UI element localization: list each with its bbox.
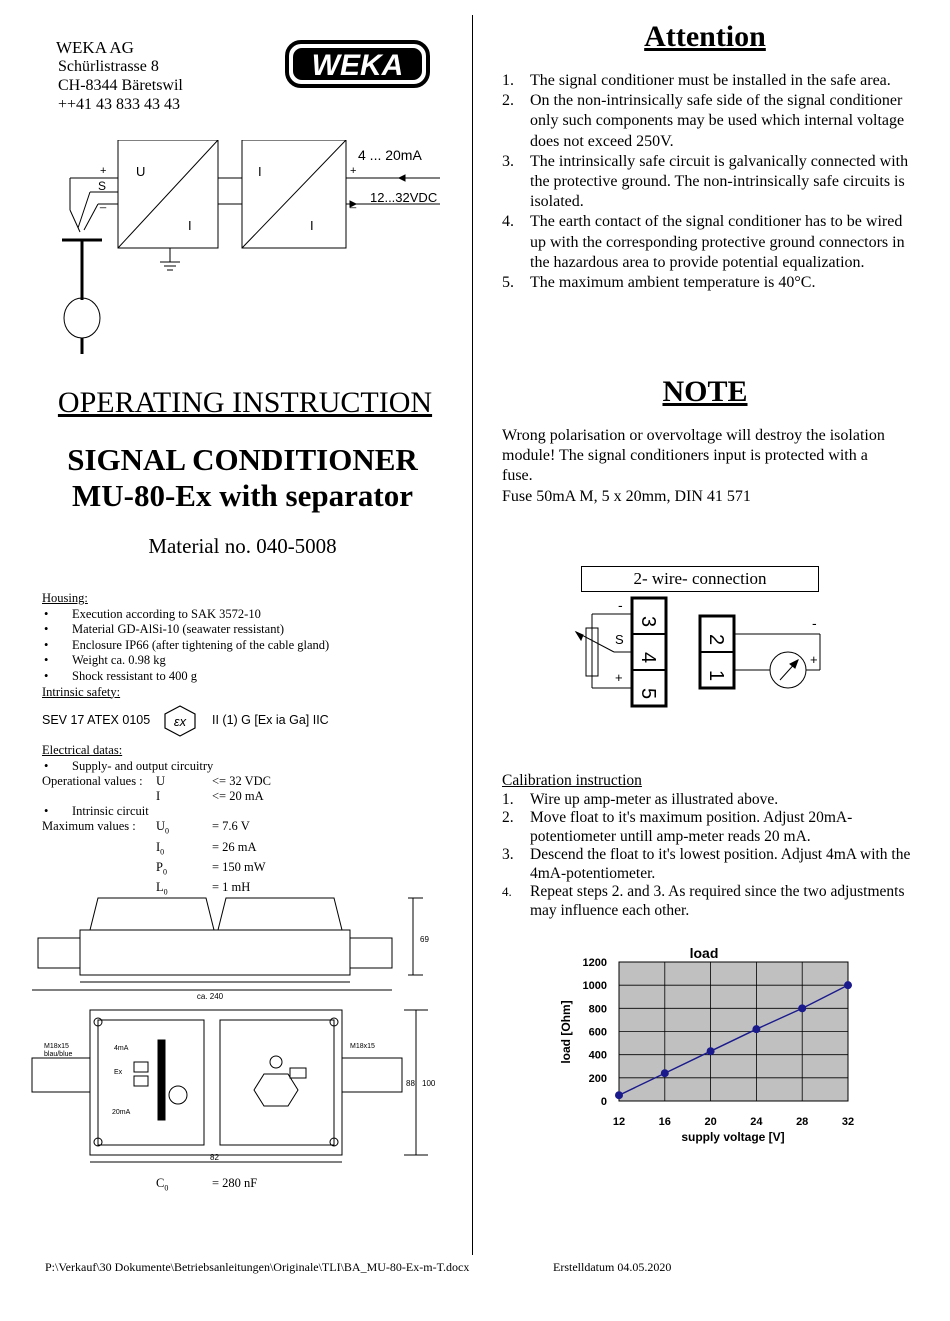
intrinsic-item: • Intrinsic circuit <box>42 804 452 820</box>
housing-drawing <box>28 890 448 1170</box>
x-tick-label: 16 <box>658 1116 671 1128</box>
schem-s: S <box>98 179 107 193</box>
housing-section <box>42 591 452 700</box>
note-body <box>502 426 902 507</box>
dim-width: ca. 240 <box>196 992 224 1001</box>
housing-item: • Execution according to SAK 3572-10 <box>42 607 452 623</box>
gland-left2: blau/blue <box>44 1051 73 1058</box>
housing-item: • Shock ressistant to 400 g <box>42 669 452 685</box>
schem-plus: + <box>100 165 107 177</box>
y-tick-label: 600 <box>588 1026 607 1039</box>
chart-title: load <box>689 945 719 961</box>
max-val: = 7.6 V <box>212 819 250 834</box>
supply-item: • Supply- and output circuitry <box>42 759 452 775</box>
calibration-section <box>502 772 912 920</box>
op-label: Operational values : <box>42 774 143 789</box>
ex-marking: II (1) G [Ex ia Ga] IIC <box>212 713 329 727</box>
connection-title: 2- wire- connection <box>581 566 819 592</box>
gland-right: M18x15 <box>350 1043 375 1050</box>
data-point <box>707 1047 715 1055</box>
product-title-line2: MU-80-Ex with separator <box>72 478 413 513</box>
max-val: = 26 mA <box>212 839 257 854</box>
op-val: <= 32 VDC <box>212 774 272 789</box>
op-sym: U <box>156 774 166 789</box>
label-4ma: 4mA <box>114 1045 129 1052</box>
op-sym: I <box>156 788 161 803</box>
svg-text:εx: εx <box>173 714 187 729</box>
dim-inner: 82 <box>210 1153 219 1162</box>
terminal-5: 5 <box>637 688 659 700</box>
y-tick-label: 200 <box>588 1072 607 1085</box>
schem-i3: I <box>310 218 314 233</box>
housing-item: • Enclosure IP66 (after tightening of the cable gland) <box>42 638 452 654</box>
attention-item: 2. On the non-intrinsically safe side of the signal conditioner only such components may be used which internal voltage does not exceed 250V. <box>502 92 905 150</box>
attention-item: 5. The maximum ambient temperature is 40°C. <box>502 274 816 292</box>
y-tick-label: 1000 <box>582 980 607 993</box>
housing-item: • Weight ca. 0.98 kg <box>42 653 452 669</box>
company-street: Schürlistrasse 8 <box>58 58 159 75</box>
product-title <box>40 442 445 514</box>
dim-height: 88 <box>406 1079 415 1088</box>
y-tick-labels <box>583 957 607 1108</box>
electrical-heading: Electrical datas: <box>42 743 123 757</box>
op-values-table <box>42 774 271 804</box>
calibration-item: 4. Repeat steps 2. and 3. As required since the two adjustments may influence each other. <box>502 883 905 919</box>
calibration-item: 3. Descend the float to it's lowest position. Adjust 4mA with the 4mA-potentiometer. <box>502 846 911 882</box>
conn-minus: - <box>618 597 623 613</box>
attention-title: Attention <box>644 20 766 53</box>
wiring-schematic <box>60 140 460 360</box>
calibration-heading: Calibration instruction <box>502 772 642 789</box>
max-label: Maximum values : <box>42 819 136 834</box>
data-point <box>752 1025 760 1033</box>
conn-plus-right: + <box>810 652 818 667</box>
y-tick-label: 800 <box>588 1003 607 1016</box>
product-title-line1: SIGNAL CONDITIONER <box>67 442 418 477</box>
ex-hexagon-icon <box>162 704 198 738</box>
x-tick-label: 20 <box>704 1116 717 1128</box>
x-tick-labels <box>613 1116 854 1128</box>
company-city: CH-8344 Bäretswil <box>58 77 183 94</box>
note-text: Wrong polarisation or overvoltage will destroy the isolation module! The signal conditioners input is protected with a fuse. <box>502 427 885 485</box>
schem-minus: _ <box>100 197 107 209</box>
schem-i2: I <box>258 164 262 179</box>
gland-left: M18x15 <box>44 1043 69 1050</box>
y-axis-label: load [Ohm] <box>559 1000 573 1064</box>
column-divider <box>472 15 473 1255</box>
conn-plus: + <box>615 670 623 685</box>
max-val: = 1 mH <box>212 880 251 895</box>
operating-title: OPERATING INSTRUCTION <box>57 386 433 419</box>
dim-depth: 69 <box>420 935 429 944</box>
company-phone: ++41 43 833 43 43 <box>58 96 181 113</box>
max-val: = 150 mW <box>212 859 266 874</box>
terminal-2: 2 <box>705 634 727 646</box>
footer-date: Erstelldatum 04.05.2020 <box>553 1260 672 1274</box>
cert-number: SEV 17 ATEX 0105 <box>42 713 151 727</box>
schem-i1: I <box>188 218 192 233</box>
calibration-item: 2. Move float to it's maximum position. Adjust 20mA-potentiometer untill amp-meter reads 20 mA. <box>502 809 853 845</box>
dim-height2: 100 <box>422 1079 436 1088</box>
schem-out-plus: + <box>350 165 357 177</box>
label-20ma: 20mA <box>112 1109 131 1116</box>
x-tick-label: 24 <box>750 1116 763 1128</box>
x-tick-label: 32 <box>841 1116 855 1128</box>
max-values-table: Maximum values : $U_0$ = 7.6 V $I_0$ = 26 mA $P_0$ = 150 mW $L_0$ = 1 mH <box>42 819 266 900</box>
data-point <box>844 981 852 989</box>
y-tick-label: 1200 <box>582 957 607 969</box>
conn-s: S <box>615 632 624 647</box>
terminal-4: 4 <box>637 652 659 664</box>
note-fuse: Fuse 50mA M, 5 x 20mm, DIN 41 571 <box>502 487 751 505</box>
attention-item: 1. The signal conditioner must be installed in the safe area. <box>502 72 891 89</box>
housing-heading: Housing: <box>42 591 88 605</box>
data-point <box>798 1004 806 1012</box>
schem-u: U <box>136 164 146 179</box>
electrical-section <box>42 743 452 901</box>
connection-diagram <box>570 592 830 712</box>
x-axis-label: supply voltage [V] <box>681 1130 785 1144</box>
schem-current: 4 ... 20mA <box>358 147 422 163</box>
logo-text: WEKA <box>311 49 404 82</box>
intrinsic-heading: Intrinsic safety: <box>42 684 121 699</box>
calibration-list <box>502 791 912 921</box>
attention-item: 4. The earth contact of the signal conditioner has to be wired up with the corresponding protective ground connectors in the hazardous area to provide potential equalization. <box>502 213 905 271</box>
attention-item: 3. The intrinsically safe circuit is galvanically connected with the protective ground. The non-intrinsically safe circuits is isolated. <box>502 152 909 211</box>
terminal-3: 3 <box>637 616 659 628</box>
x-tick-label: 28 <box>796 1116 809 1128</box>
material-number: Material no. 040-5008 <box>148 534 337 558</box>
schem-voltage: 12...32VDC <box>370 190 438 205</box>
c0-value: = 280 nF <box>212 1176 258 1190</box>
company-address <box>56 38 183 114</box>
conn-minus-right: - <box>812 615 817 631</box>
terminal-1: 1 <box>705 670 727 682</box>
attention-list <box>502 71 912 293</box>
housing-item: • Material GD-AlSi-10 (seawater ressistant) <box>42 622 452 638</box>
schem-out-minus: _ <box>350 197 357 209</box>
footer-path: P:\Verkauf\30 Dokumente\Betriebsanleitungen\Originale\TLI\BA_MU-80-Ex-m-T.docx <box>45 1260 470 1274</box>
load-chart <box>540 940 870 1150</box>
note-title: NOTE <box>662 375 748 408</box>
x-tick-label: 12 <box>612 1116 626 1128</box>
c0-symbol: $C_0$ <box>156 1176 169 1193</box>
company-name: WEKA AG <box>56 38 134 57</box>
data-point <box>661 1069 669 1077</box>
label-ex: Ex <box>114 1069 123 1076</box>
op-val: <= 20 mA <box>212 788 264 803</box>
weka-logo <box>285 40 430 88</box>
calibration-item: 1. Wire up amp-meter as illustrated above. <box>502 790 779 808</box>
y-tick-label: 0 <box>600 1096 607 1108</box>
y-tick-label: 400 <box>588 1049 607 1062</box>
data-point <box>615 1091 623 1099</box>
